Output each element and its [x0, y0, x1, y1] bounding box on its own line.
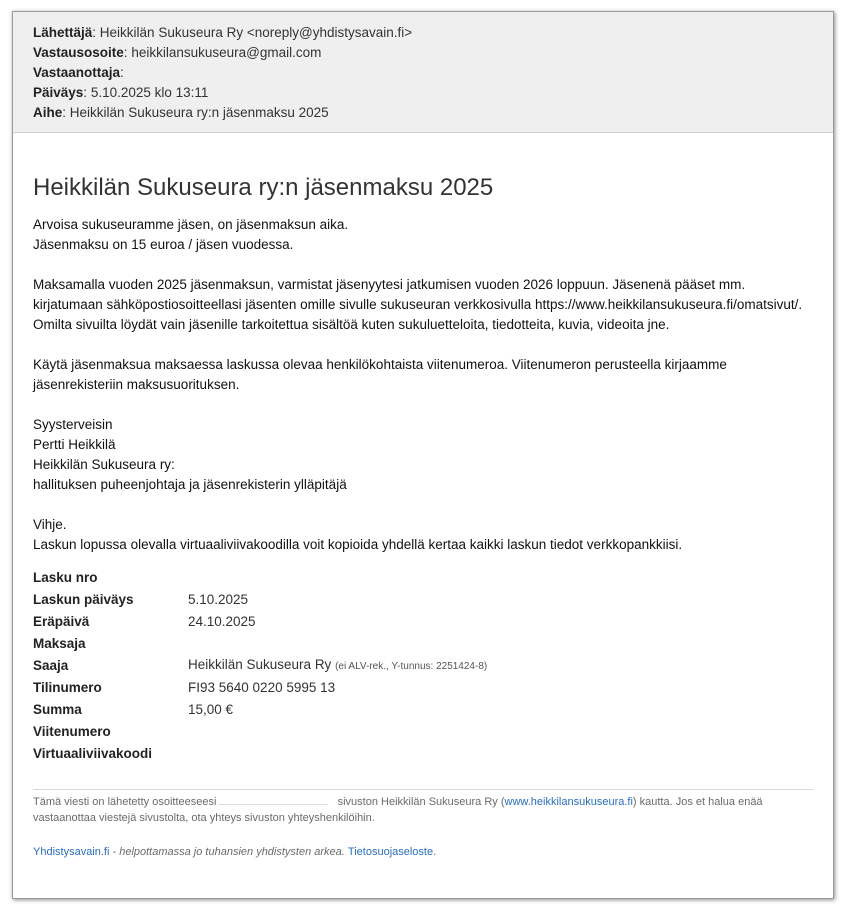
subject-label: Aihe: [33, 105, 63, 120]
reference-paragraph: Käytä jäsenmaksua maksaessa laskussa olevaa henkilökohtaista viitenumeroa. Viitenumeron perusteella kirjaamme jäsenrekisteriin maksusuorituksen.: [33, 357, 727, 392]
signature-greeting: Syysterveisin: [33, 417, 113, 432]
date-value: 5.10.2025 klo 13:11: [90, 85, 209, 100]
replyto-value: heikkilansukuseura@gmail.com: [131, 45, 322, 60]
footer-text-after: ) kautta. Jos et halua enää vastaanottaa viestejä sivustolta, ota yhteys sivuston yhteyshenkilöihin.: [33, 796, 763, 824]
tip-text: Laskun lopussa olevalla virtuaaliviivakoodilla voit kopioida yhdellä kertaa kaikki laskun tiedot verkkopankkiisi.: [33, 537, 683, 552]
invoice-row: [33, 611, 487, 633]
invoice-label: Maksaja: [33, 636, 86, 651]
invoice-value: [188, 633, 487, 655]
email-footer: [33, 789, 813, 826]
privacy-link[interactable]: Tietosuojaseloste: [347, 846, 434, 858]
signature-name: Pertti Heikkilä: [33, 437, 116, 452]
invoice-label: Lasku nro: [33, 570, 98, 585]
intro-line-1: Arvoisa sukuseuramme jäsen, on jäsenmaksun aika.: [33, 217, 349, 232]
invoice-value: [188, 699, 487, 721]
invoice-row: [33, 743, 487, 765]
invoice-table: [33, 567, 487, 765]
invoice-label: Laskun päiväys: [33, 592, 134, 607]
subject-value: Heikkilän Sukuseura ry:n jäsenmaksu 2025: [69, 105, 329, 120]
invoice-value: [188, 743, 487, 765]
invoice-label: Viitenumero: [33, 724, 111, 739]
invoice-value: [188, 721, 487, 743]
invoice-value-text: 15,00 €: [188, 702, 234, 717]
invoice-value: [188, 655, 487, 677]
site-link[interactable]: www.heikkilansukuseura.fi: [504, 796, 633, 808]
footer-tagline: [33, 846, 813, 858]
invoice-value: [188, 589, 487, 611]
invoice-label: Tilinumero: [33, 680, 102, 695]
tip: [33, 515, 813, 555]
invoice-note: (ei ALV-rek., Y-tunnus: 2251424-8): [335, 661, 488, 672]
recipient-address-blank: [218, 794, 328, 805]
message-title: Heikkilän Sukuseura ry:n jäsenmaksu 2025: [33, 174, 494, 201]
date-row: Päiväys: 5.10.2025 klo 13:11: [33, 85, 209, 100]
invoice-row: [33, 677, 487, 699]
tip-title: Vihje.: [33, 517, 67, 532]
invoice-row: [33, 721, 487, 743]
invoice-label: Virtuaaliviivakoodi: [33, 746, 153, 761]
invoice-row: [33, 655, 487, 677]
email-window: [12, 11, 834, 899]
email-header: [13, 12, 833, 133]
from-row: Lähettäjä: Heikkilän Sukuseura Ry <noreply@yhdistysavain.fi>: [33, 25, 413, 40]
invoice-label: Eräpäivä: [33, 614, 90, 629]
from-label: Lähettäjä: [33, 25, 93, 40]
signature-org: Heikkilän Sukuseura ry:: [33, 457, 175, 472]
subject-row: Aihe: Heikkilän Sukuseura ry:n jäsenmaksu 2025: [33, 105, 329, 120]
tagline-end: .: [433, 846, 437, 858]
tagline-text: - helpottamassa jo tuhansien yhdistysten arkea.: [109, 846, 348, 858]
footer-text-before: Tämä viesti on lähetetty osoitteeseesi: [33, 796, 217, 808]
replyto-label: Vastausosoite: [33, 45, 124, 60]
date-label: Päiväys: [33, 85, 84, 100]
invoice-value: [188, 567, 487, 589]
brand-link[interactable]: Yhdistysavain.fi: [33, 846, 110, 858]
intro-paragraph: [33, 215, 813, 255]
signature-role: hallituksen puheenjohtaja ja jäsenrekisterin ylläpitäjä: [33, 477, 347, 492]
to-label: Vastaanottaja: [33, 65, 121, 80]
invoice-row: [33, 699, 487, 721]
intro-line-2: Jäsenmaksu on 15 euroa / jäsen vuodessa.: [33, 237, 294, 252]
invoice-value: [188, 611, 487, 633]
invoice-value-text: 24.10.2025: [188, 614, 256, 629]
invoice-row: [33, 589, 487, 611]
invoice-value-text: Heikkilän Sukuseura Ry: [188, 657, 332, 672]
from-value: Heikkilän Sukuseura Ry <noreply@yhdistysavain.fi>: [99, 25, 413, 40]
membership-paragraph: Maksamalla vuoden 2025 jäsenmaksun, varmistat jäsenyytesi jatkumisen vuoden 2026 loppuun. Jäsenenä pääset mm. kirjatumaan sähköpostiosoitteellasi jäsenten omille sivulle sukuseuran verkkosivulla https://www.heikkilansukuseura.fi/omatsivut/. Omilta sivuilta löydät vain jäsenille tarkoitettua sisältöä kuten sukuluetteloita, tiedotteita, kuvia, videoita jne.: [33, 277, 803, 332]
invoice-value-text: FI93 5640 0220 5995 13: [188, 680, 336, 695]
to-row: Vastaanottaja:: [33, 65, 124, 80]
footer-text-middle: sivuston Heikkilän Sukuseura Ry (: [337, 796, 505, 808]
replyto-row: Vastausosoite: heikkilansukuseura@gmail.com: [33, 45, 322, 60]
invoice-label: Saaja: [33, 658, 69, 673]
invoice-value-text: 5.10.2025: [188, 592, 249, 607]
invoice-label: Summa: [33, 702, 82, 717]
invoice-row: [33, 633, 487, 655]
invoice-value: [188, 677, 487, 699]
signature: [33, 415, 813, 495]
invoice-row: [33, 567, 487, 589]
email-body: [13, 173, 833, 765]
